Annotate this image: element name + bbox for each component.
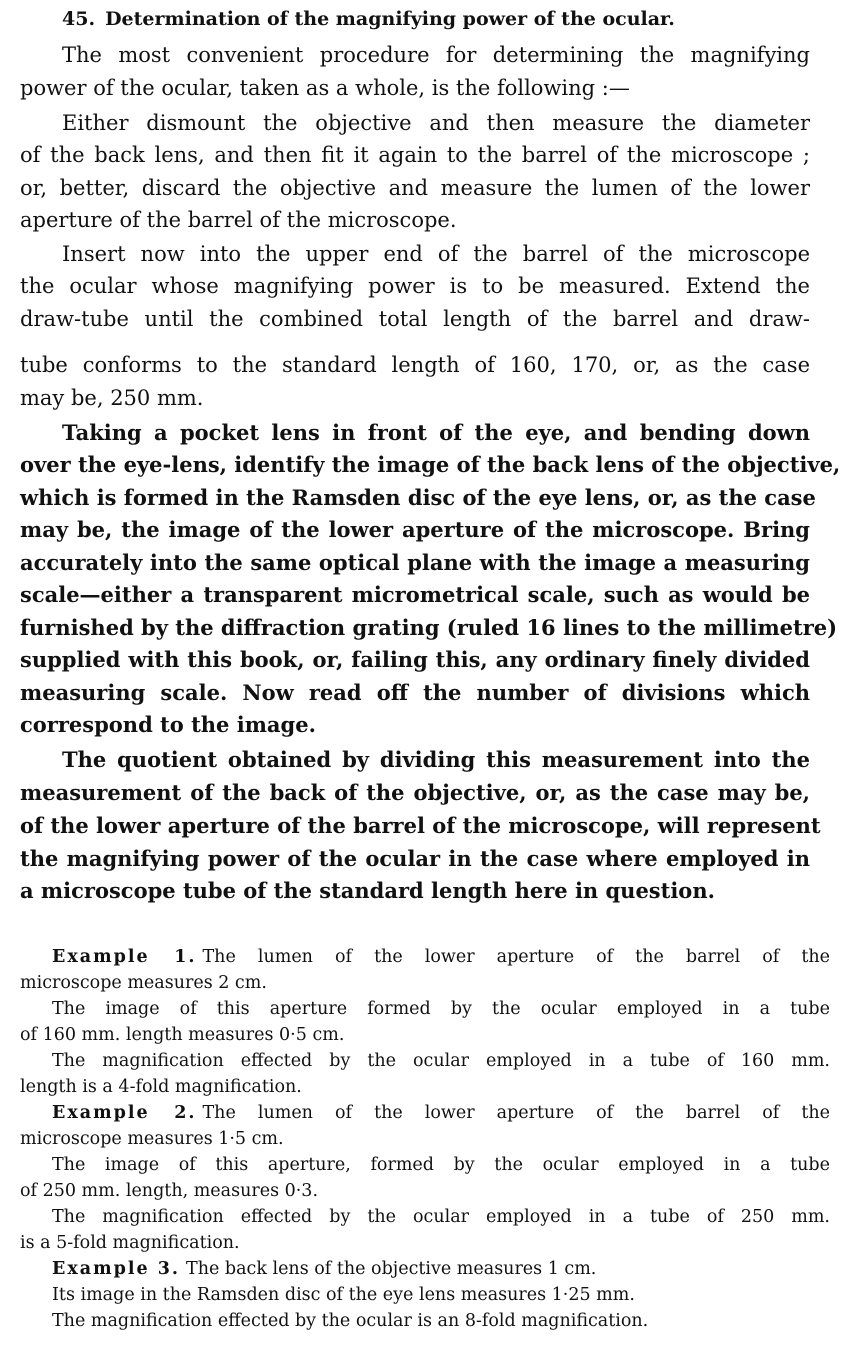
- section-heading: [62, 6, 842, 32]
- text-line: a microscope tube of the standard length here in question.: [20, 878, 715, 903]
- example-line: length is a 4-fold magnification.: [20, 1077, 302, 1097]
- example-label: Example 2.: [52, 1103, 197, 1123]
- example-label: Example 1.: [52, 947, 197, 967]
- example-line: Example 1. The lumen of the lower aperture of the barrel of the: [52, 947, 830, 967]
- example-line: microscope measures 2 cm.: [20, 973, 267, 993]
- text-line: furnished by the diffraction grating (ruled 16 lines to the millimetre): [20, 615, 838, 640]
- text-line: over the eye-lens, identify the image of the back lens of the objective,: [20, 452, 841, 477]
- example-line: is a 5-fold magnification.: [20, 1233, 240, 1253]
- example-line: The magnification effected by the ocular employed in a tube of 250 mm.: [52, 1207, 830, 1227]
- text-line: accurately into the same optical plane with the image a measuring: [20, 550, 810, 575]
- example-line: Example 3. The back lens of the objective measures 1 cm.: [52, 1259, 597, 1279]
- text-line: may be, 250 mm.: [20, 386, 204, 410]
- text-line: correspond to the image.: [20, 712, 316, 737]
- example-label: Example 3.: [52, 1259, 181, 1279]
- text-line: the magnifying power of the ocular in the case where employed in: [20, 846, 810, 871]
- example-line: The image of this aperture, formed by the ocular employed in a tube: [52, 1155, 830, 1175]
- example-line: The magnification effected by the ocular employed in a tube of 160 mm.: [52, 1051, 830, 1071]
- text-line: draw-tube until the combined total length of the barrel and draw-: [20, 307, 810, 331]
- example-line: The magnification effected by the ocular is an 8-fold magnification.: [52, 1311, 649, 1331]
- text-line: The most convenient procedure for determining the magnifying: [62, 43, 810, 67]
- text-line: measurement of the back of the objective, or, as the case may be,: [20, 780, 810, 805]
- example-line: of 160 mm. length measures 0·5 cm.: [20, 1025, 345, 1045]
- text-line: scale—either a transparent micrometrical scale, such as would be: [20, 582, 810, 607]
- text-line: may be, the image of the lower aperture of the microscope. Bring: [20, 517, 810, 542]
- text-line: which is formed in the Ramsden disc of the eye lens, or, as the case: [20, 485, 816, 510]
- text-line: Taking a pocket lens in front of the eye, and bending down: [62, 420, 810, 445]
- example-line: of 250 mm. length, measures 0·3.: [20, 1181, 319, 1201]
- text-line: or, better, discard the objective and measure the lumen of the lower: [20, 176, 810, 200]
- text-line: power of the ocular, taken as a whole, is the following :—: [20, 76, 630, 100]
- text-line: Either dismount the objective and then measure the diameter: [62, 111, 810, 135]
- example-line: microscope measures 1·5 cm.: [20, 1129, 284, 1149]
- text-line: The quotient obtained by dividing this measurement into the: [62, 747, 810, 772]
- example-line: Example 2. The lumen of the lower aperture of the barrel of the: [52, 1103, 830, 1123]
- text-line: tube conforms to the standard length of 160, 170, or, as the case: [20, 353, 810, 377]
- example-line: The image of this aperture formed by the ocular employed in a tube: [52, 999, 830, 1019]
- text-line: of the lower aperture of the barrel of the microscope, will represent: [20, 813, 821, 838]
- section-title: Determination of the magnifying power of the ocular.: [105, 8, 675, 30]
- section-number: 45.: [62, 8, 96, 30]
- text-line: supplied with this book, or, failing this, any ordinary finely divided: [20, 647, 810, 672]
- text-line: of the back lens, and then fit it again to the barrel of the microscope ;: [20, 143, 810, 167]
- text-line: Insert now into the upper end of the barrel of the microscope: [62, 242, 810, 266]
- text-line: aperture of the barrel of the microscope.: [20, 208, 457, 232]
- text-line: measuring scale. Now read off the number of divisions which: [20, 680, 810, 705]
- example-line: Its image in the Ramsden disc of the eye lens measures 1·25 mm.: [52, 1285, 635, 1305]
- text-line: the ocular whose magnifying power is to be measured. Extend the: [20, 274, 810, 298]
